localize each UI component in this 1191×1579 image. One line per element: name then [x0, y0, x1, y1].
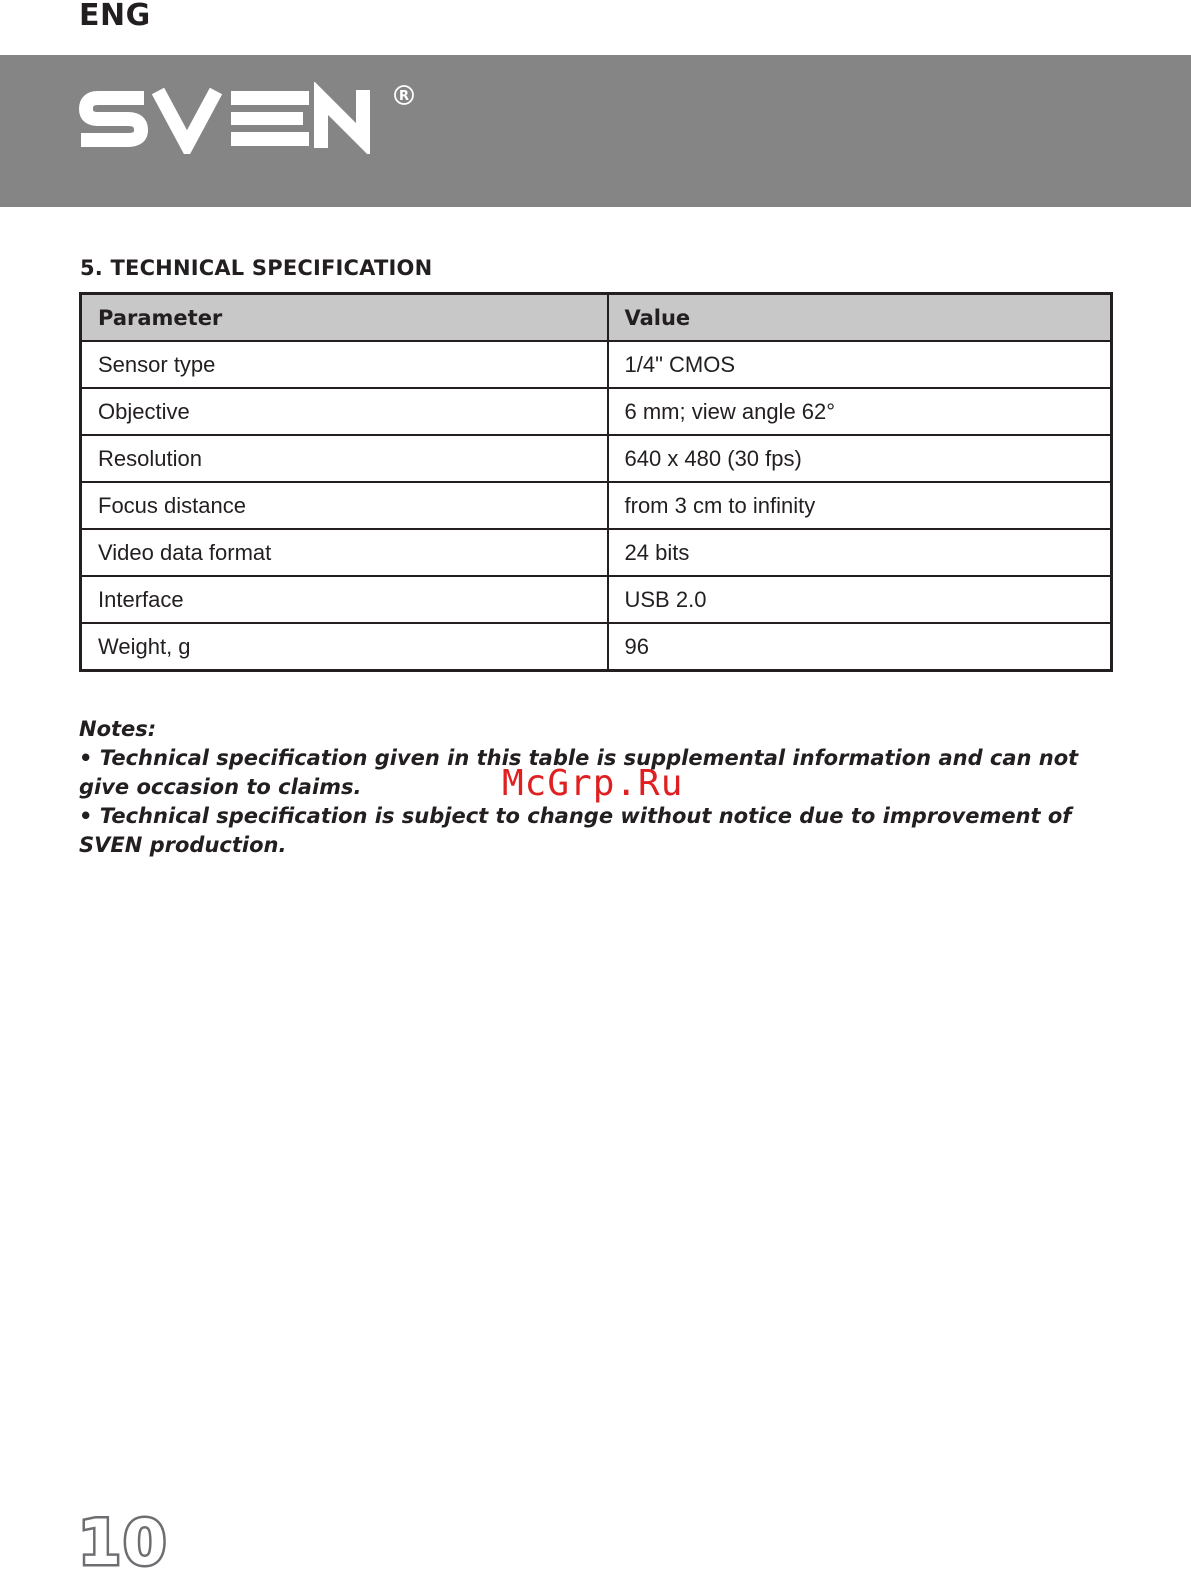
column-header-value: Value [608, 294, 1112, 342]
spec-table [79, 292, 1113, 672]
parameter-cell: Focus distance [81, 482, 608, 529]
section-title: 5. TECHNICAL SPECIFICATION [80, 256, 433, 280]
value-cell: 24 bits [608, 529, 1112, 576]
note-item: • Technical specification given in this table is supplemental information and can not give occasion to claims. [79, 746, 1079, 799]
parameter-cell: Objective [81, 388, 608, 435]
value-cell: 640 x 480 (30 fps) [608, 435, 1112, 482]
parameter-cell: Video data format [81, 529, 608, 576]
parameter-cell: Interface [81, 576, 608, 623]
notes-heading: Notes: [79, 717, 157, 741]
value-cell: from 3 cm to infinity [608, 482, 1112, 529]
value-cell: 96 [608, 623, 1112, 671]
value-cell: USB 2.0 [608, 576, 1112, 623]
note-item: • Technical specification is subject to change without notice due to improvement of SVEN production. [79, 804, 1072, 857]
language-label: ENG [79, 0, 151, 33]
registered-mark-icon [395, 86, 413, 104]
value-cell: 1/4" CMOS [608, 341, 1112, 388]
svg-text:R: R [398, 89, 410, 104]
sven-logo [78, 82, 418, 154]
table-header-row [81, 294, 1112, 342]
sven-logo-graphic [78, 82, 418, 154]
parameter-cell: Sensor type [81, 341, 608, 388]
parameter-cell: Resolution [81, 435, 608, 482]
table-row [81, 435, 1112, 482]
table-row [81, 623, 1112, 671]
table-row [81, 529, 1112, 576]
page-number: 10 [78, 1506, 169, 1579]
table-row [81, 576, 1112, 623]
value-cell: 6 mm; view angle 62° [608, 388, 1112, 435]
watermark: McGrp.Ru [502, 763, 684, 804]
column-header-parameter: Parameter [81, 294, 608, 342]
table-row [81, 388, 1112, 435]
parameter-cell: Weight, g [81, 623, 608, 671]
table-row [81, 482, 1112, 529]
table-row [81, 341, 1112, 388]
